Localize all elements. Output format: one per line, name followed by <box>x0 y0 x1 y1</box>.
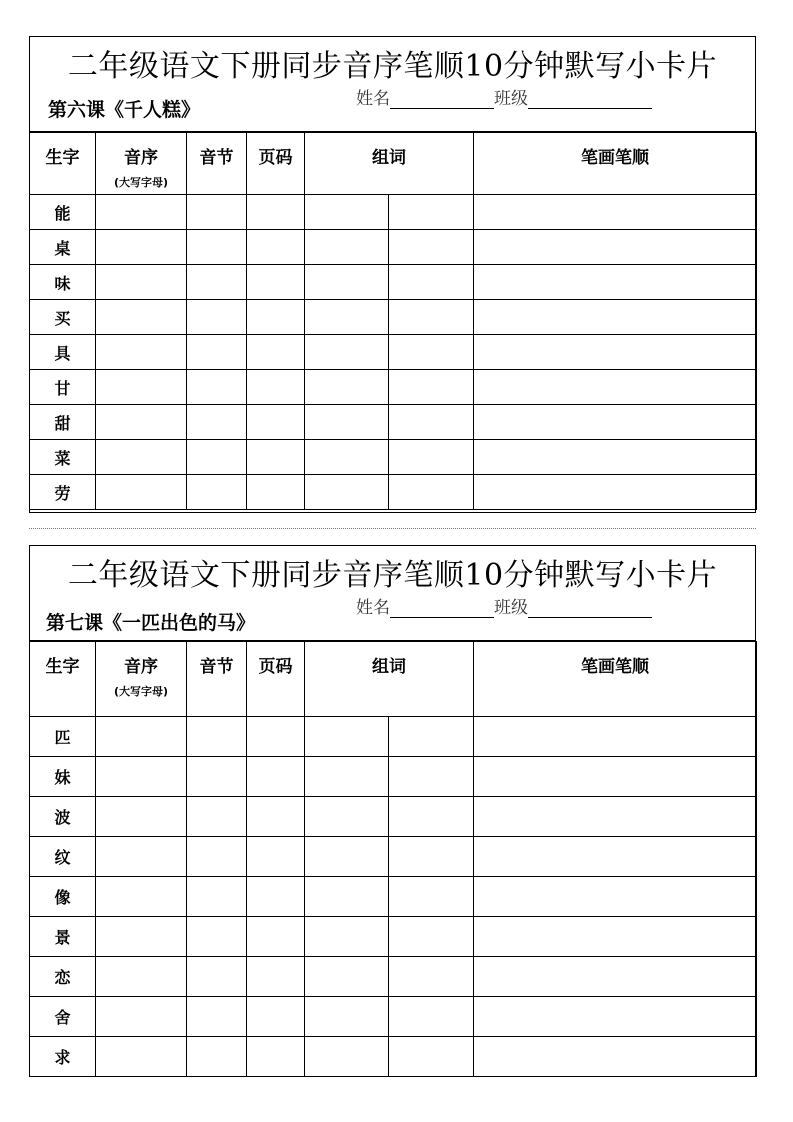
header-strokes: 笔画笔顺 <box>474 642 757 717</box>
word-input-1[interactable] <box>305 917 389 957</box>
student-info <box>356 84 652 109</box>
word-input-2[interactable] <box>389 440 474 475</box>
char-cell: 妹 <box>30 757 96 797</box>
char-cell: 买 <box>30 300 96 335</box>
syllable-input[interactable] <box>187 195 247 230</box>
word-input-2[interactable] <box>389 335 474 370</box>
strokes-input[interactable] <box>474 405 757 440</box>
word-input-2[interactable] <box>389 195 474 230</box>
header-syllable: 音节 <box>187 133 247 195</box>
dictation-table <box>29 132 757 510</box>
word-input-2[interactable] <box>389 877 474 917</box>
order-input[interactable] <box>96 370 187 405</box>
table-row <box>30 405 757 440</box>
page-input[interactable] <box>247 797 305 837</box>
word-input-2[interactable] <box>389 717 474 757</box>
char-cell: 桌 <box>30 230 96 265</box>
order-input[interactable] <box>96 195 187 230</box>
page-input[interactable] <box>247 405 305 440</box>
header-order-hint: (大写字母) <box>113 685 169 698</box>
cut-line-divider <box>29 528 756 529</box>
word-input-1[interactable] <box>305 370 389 405</box>
syllable-input[interactable] <box>187 717 247 757</box>
order-input[interactable] <box>96 997 187 1037</box>
header-syllable: 音节 <box>187 642 247 717</box>
char-cell: 甜 <box>30 405 96 440</box>
table-row <box>30 1037 757 1077</box>
word-input-1[interactable] <box>305 997 389 1037</box>
word-input-2[interactable] <box>389 957 474 997</box>
dictation-card-1 <box>29 36 756 513</box>
syllable-input[interactable] <box>187 475 247 510</box>
name-field[interactable] <box>390 599 494 618</box>
char-cell: 具 <box>30 335 96 370</box>
order-input[interactable] <box>96 717 187 757</box>
word-input-1[interactable] <box>305 265 389 300</box>
syllable-input[interactable] <box>187 757 247 797</box>
table-row <box>30 997 757 1037</box>
page-input[interactable] <box>247 957 305 997</box>
order-input[interactable] <box>96 405 187 440</box>
char-cell: 景 <box>30 917 96 957</box>
table-row <box>30 797 757 837</box>
strokes-input[interactable] <box>474 837 757 877</box>
char-cell: 匹 <box>30 717 96 757</box>
table-header-row <box>30 642 757 717</box>
char-cell: 求 <box>30 1037 96 1077</box>
table-header-row <box>30 133 757 195</box>
table-row <box>30 957 757 997</box>
syllable-input[interactable] <box>187 837 247 877</box>
order-input[interactable] <box>96 797 187 837</box>
page-input[interactable] <box>247 370 305 405</box>
syllable-input[interactable] <box>187 370 247 405</box>
syllable-input[interactable] <box>187 957 247 997</box>
header-order-hint: (大写字母) <box>113 176 169 189</box>
table-row <box>30 370 757 405</box>
table-row <box>30 877 757 917</box>
page-input[interactable] <box>247 230 305 265</box>
word-input-2[interactable] <box>389 475 474 510</box>
word-input-2[interactable] <box>389 230 474 265</box>
word-input-1[interactable] <box>305 440 389 475</box>
char-cell: 波 <box>30 797 96 837</box>
table-row <box>30 265 757 300</box>
order-input[interactable] <box>96 917 187 957</box>
page-input[interactable] <box>247 917 305 957</box>
word-input-2[interactable] <box>389 997 474 1037</box>
page-input[interactable] <box>247 997 305 1037</box>
dictation-card-2 <box>29 545 756 1077</box>
word-input-2[interactable] <box>389 1037 474 1077</box>
table-row <box>30 757 757 797</box>
table-row <box>30 837 757 877</box>
word-input-1[interactable] <box>305 300 389 335</box>
strokes-input[interactable] <box>474 370 757 405</box>
card-title: 二年级语文下册同步音序笔顺10分钟默写小卡片 <box>67 558 718 593</box>
strokes-input[interactable] <box>474 475 757 510</box>
order-input[interactable] <box>96 230 187 265</box>
word-input-2[interactable] <box>389 405 474 440</box>
strokes-input[interactable] <box>474 230 757 265</box>
order-input[interactable] <box>96 300 187 335</box>
word-input-1[interactable] <box>305 1037 389 1077</box>
char-cell: 甘 <box>30 370 96 405</box>
student-info <box>356 593 652 618</box>
name-field[interactable] <box>390 90 494 109</box>
table-row <box>30 917 757 957</box>
page-input[interactable] <box>247 837 305 877</box>
page-input[interactable] <box>247 195 305 230</box>
page-input[interactable] <box>247 265 305 300</box>
page-input[interactable] <box>247 1037 305 1077</box>
word-input-2[interactable] <box>389 300 474 335</box>
syllable-input[interactable] <box>187 335 247 370</box>
word-input-1[interactable] <box>305 195 389 230</box>
page-input[interactable] <box>247 335 305 370</box>
syllable-input[interactable] <box>187 265 247 300</box>
header-order-label: 音序 <box>124 657 158 677</box>
strokes-input[interactable] <box>474 717 757 757</box>
word-input-2[interactable] <box>389 757 474 797</box>
strokes-input[interactable] <box>474 195 757 230</box>
dictation-table <box>29 641 757 1077</box>
syllable-input[interactable] <box>187 877 247 917</box>
char-cell: 像 <box>30 877 96 917</box>
strokes-input[interactable] <box>474 440 757 475</box>
strokes-input[interactable] <box>474 917 757 957</box>
header-strokes: 笔画笔顺 <box>474 133 757 195</box>
strokes-input[interactable] <box>474 997 757 1037</box>
page-input[interactable] <box>247 717 305 757</box>
syllable-input[interactable] <box>187 300 247 335</box>
syllable-input[interactable] <box>187 917 247 957</box>
strokes-input[interactable] <box>474 1037 757 1077</box>
header-page: 页码 <box>247 642 305 717</box>
table-row <box>30 195 757 230</box>
word-input-1[interactable] <box>305 837 389 877</box>
word-input-1[interactable] <box>305 797 389 837</box>
card-header <box>30 546 755 641</box>
word-input-1[interactable] <box>305 757 389 797</box>
order-input[interactable] <box>96 1037 187 1077</box>
class-label: 班级 <box>494 598 528 618</box>
header-page: 页码 <box>247 133 305 195</box>
order-input[interactable] <box>96 757 187 797</box>
word-input-1[interactable] <box>305 405 389 440</box>
strokes-input[interactable] <box>474 877 757 917</box>
syllable-input[interactable] <box>187 405 247 440</box>
word-input-1[interactable] <box>305 877 389 917</box>
char-cell: 菜 <box>30 440 96 475</box>
word-input-1[interactable] <box>305 475 389 510</box>
lesson-title: 第七课《一匹出色的马》 <box>46 612 256 634</box>
syllable-input[interactable] <box>187 797 247 837</box>
order-input[interactable] <box>96 475 187 510</box>
order-input[interactable] <box>96 440 187 475</box>
order-input[interactable] <box>96 957 187 997</box>
header-order <box>96 133 187 195</box>
class-field[interactable] <box>528 90 652 109</box>
char-cell: 纹 <box>30 837 96 877</box>
syllable-input[interactable] <box>187 997 247 1037</box>
char-cell: 恋 <box>30 957 96 997</box>
card-header <box>30 37 755 132</box>
strokes-input[interactable] <box>474 265 757 300</box>
char-cell: 味 <box>30 265 96 300</box>
table-row <box>30 230 757 265</box>
header-char: 生字 <box>30 642 96 717</box>
header-char: 生字 <box>30 133 96 195</box>
strokes-input[interactable] <box>474 957 757 997</box>
order-input[interactable] <box>96 335 187 370</box>
name-label: 姓名 <box>356 89 390 109</box>
order-input[interactable] <box>96 265 187 300</box>
strokes-input[interactable] <box>474 797 757 837</box>
page-input[interactable] <box>247 877 305 917</box>
syllable-input[interactable] <box>187 230 247 265</box>
card-title: 二年级语文下册同步音序笔顺10分钟默写小卡片 <box>67 49 718 84</box>
page-input[interactable] <box>247 757 305 797</box>
lesson-title: 第六课《千人糕》 <box>48 99 201 121</box>
name-label: 姓名 <box>356 598 390 618</box>
page-input[interactable] <box>247 300 305 335</box>
table-row <box>30 300 757 335</box>
table-row <box>30 335 757 370</box>
page-input[interactable] <box>247 475 305 510</box>
table-row <box>30 475 757 510</box>
syllable-input[interactable] <box>187 1037 247 1077</box>
word-input-2[interactable] <box>389 837 474 877</box>
header-order <box>96 642 187 717</box>
word-input-2[interactable] <box>389 917 474 957</box>
char-cell: 能 <box>30 195 96 230</box>
char-cell: 劳 <box>30 475 96 510</box>
strokes-input[interactable] <box>474 300 757 335</box>
word-input-2[interactable] <box>389 797 474 837</box>
header-words: 组词 <box>305 133 474 195</box>
char-cell: 舍 <box>30 997 96 1037</box>
word-input-1[interactable] <box>305 957 389 997</box>
table-row <box>30 440 757 475</box>
table-row <box>30 717 757 757</box>
strokes-input[interactable] <box>474 757 757 797</box>
header-order-label: 音序 <box>124 148 158 168</box>
word-input-1[interactable] <box>305 717 389 757</box>
page-input[interactable] <box>247 440 305 475</box>
word-input-2[interactable] <box>389 370 474 405</box>
word-input-2[interactable] <box>389 265 474 300</box>
syllable-input[interactable] <box>187 440 247 475</box>
header-words: 组词 <box>305 642 474 717</box>
word-input-1[interactable] <box>305 335 389 370</box>
class-label: 班级 <box>494 89 528 109</box>
order-input[interactable] <box>96 877 187 917</box>
order-input[interactable] <box>96 837 187 877</box>
class-field[interactable] <box>528 599 652 618</box>
strokes-input[interactable] <box>474 335 757 370</box>
word-input-1[interactable] <box>305 230 389 265</box>
